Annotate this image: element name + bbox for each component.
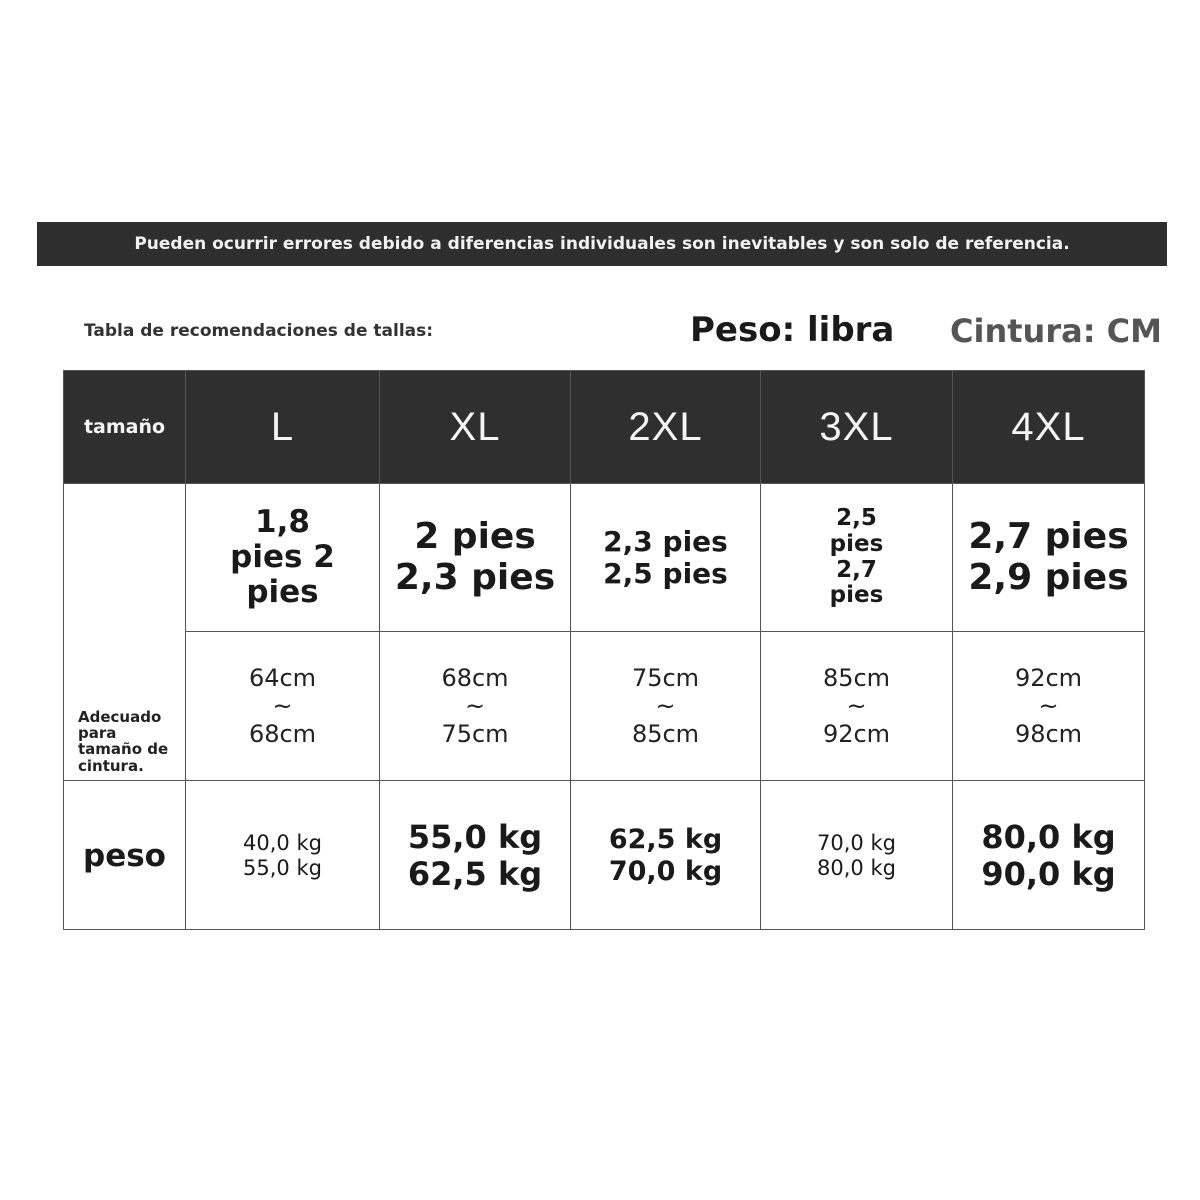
waist-row-label: Adecuado para tamaño de cintura. bbox=[64, 483, 186, 780]
weight-unit-label: Peso: libra bbox=[690, 310, 895, 350]
weight-cell-2xl: 62,5 kg 70,0 kg bbox=[571, 780, 761, 930]
waist-cm-cell-xl: 68cm ~ 75cm bbox=[380, 631, 571, 780]
header-size-l: L bbox=[186, 370, 380, 483]
feet-cell-3xl: 2,5 pies 2,7 pies bbox=[761, 483, 953, 631]
table-caption: Tabla de recomendaciones de tallas: bbox=[84, 321, 434, 341]
weight-cell-l: 40,0 kg 55,0 kg bbox=[186, 780, 380, 930]
disclaimer-text: Pueden ocurrir errores debido a diferencias individuales son inevitables y son solo de referencia. bbox=[134, 234, 1070, 254]
feet-cell-4xl: 2,7 pies 2,9 pies bbox=[953, 483, 1145, 631]
waist-cm-cell-l: 64cm ~ 68cm bbox=[186, 631, 380, 780]
waist-cm-cell-2xl: 75cm ~ 85cm bbox=[571, 631, 761, 780]
weight-cell-xl: 55,0 kg 62,5 kg bbox=[380, 780, 571, 930]
feet-cell-2xl: 2,3 pies 2,5 pies bbox=[571, 483, 761, 631]
weight-cell-4xl: 80,0 kg 90,0 kg bbox=[953, 780, 1145, 930]
feet-cell-l: 1,8 pies 2 pies bbox=[186, 483, 380, 631]
header-size-xl: XL bbox=[380, 370, 571, 483]
waist-cm-cell-4xl: 92cm ~ 98cm bbox=[953, 631, 1145, 780]
feet-cell-xl: 2 pies 2,3 pies bbox=[380, 483, 571, 631]
size-chart-table bbox=[63, 370, 1144, 930]
weight-row-label: peso bbox=[64, 780, 186, 930]
waist-unit-label: Cintura: CM bbox=[950, 312, 1162, 350]
waist-cm-cell-3xl: 85cm ~ 92cm bbox=[761, 631, 953, 780]
header-size-label: tamaño bbox=[64, 370, 186, 483]
weight-cell-3xl: 70,0 kg 80,0 kg bbox=[761, 780, 953, 930]
header-size-2xl: 2XL bbox=[571, 370, 761, 483]
header-size-3xl: 3XL bbox=[761, 370, 953, 483]
header-size-4xl: 4XL bbox=[953, 370, 1145, 483]
disclaimer-banner bbox=[37, 222, 1167, 266]
